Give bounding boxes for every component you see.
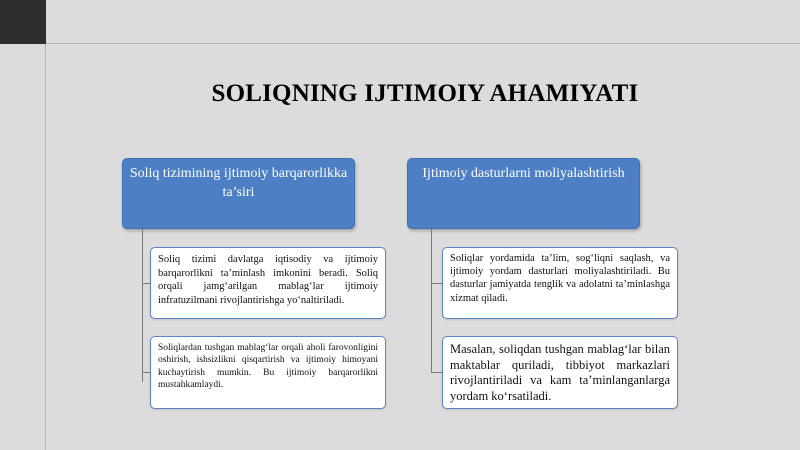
left-divider [45, 44, 46, 450]
left-column-header: Soliq tizimining ijtimoiy barqarorlikka ta’siri [122, 158, 355, 229]
left-column-card-2: Soliqlardan tushgan mablag‘lar orqali aholi farovonligini oshirish, ishsizlikni qisqartirish va ijtimoiy himoyani kuchaytirish mumkin. Bu ijtimoiy barqarorlikni mustahkamlaydi. [150, 336, 386, 409]
slide-title: SOLIQNING IJTIMOIY AHAMIYATI [211, 80, 639, 107]
right-connector-vertical [431, 229, 432, 372]
left-connector-vertical [142, 229, 143, 382]
right-connector-branch-2 [431, 372, 442, 373]
top-divider [46, 43, 800, 44]
right-column-card-1: Soliqlar yordamida ta’lim, sog‘liqni saqlash, va ijtimoiy yordam dasturlari moliyalashtiriladi. Bu dasturlar jamiyatda tenglik va adolatni ta’minlashga xizmat qiladi. [442, 247, 678, 319]
right-connector-branch-1 [431, 283, 442, 284]
left-connector-branch-1 [142, 283, 150, 284]
corner-decoration [0, 0, 46, 44]
left-connector-branch-2 [142, 372, 150, 373]
left-column-card-1: Soliq tizimi davlatga iqtisodiy va ijtimoiy barqarorlikni ta’minlash imkonini beradi. Soliq orqali jamg‘arilgan mablag‘lar ijtimoiy infratuzilmani rivojlantirishga yo‘naltiriladi. [150, 247, 386, 319]
right-column-header: Ijtimoiy dasturlarni moliyalashtirish [407, 158, 640, 229]
right-column-card-2: Masalan, soliqdan tushgan mablag‘lar bilan maktablar quriladi, tibbiyot markazlari rivojlantiriladi va kam ta’minlanganlarga yordam ko‘rsatiladi. [442, 336, 678, 409]
